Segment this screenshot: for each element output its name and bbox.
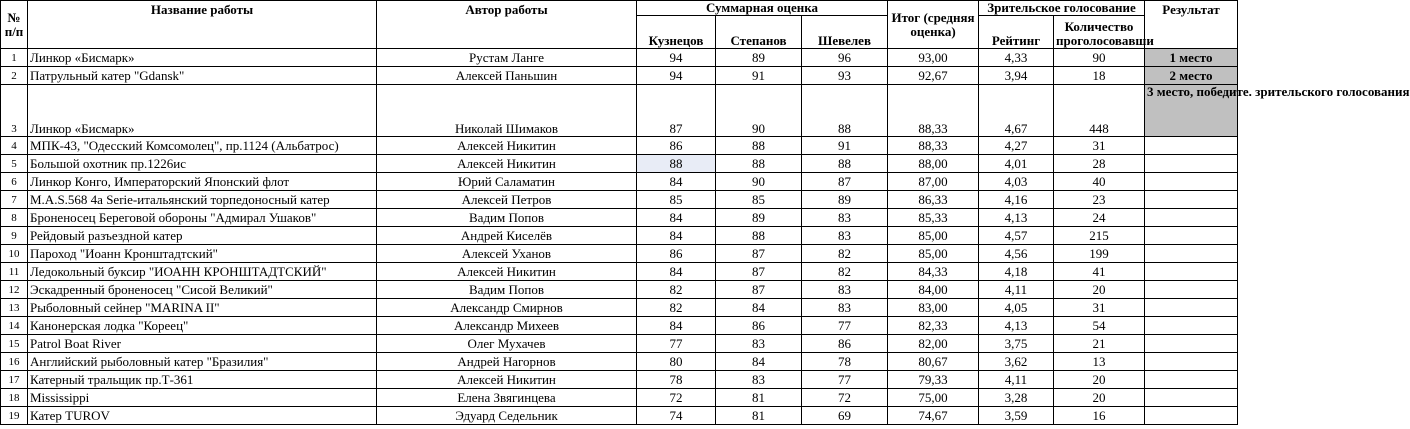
cell-num[interactable]: 12 [1,281,28,299]
cell-kuznetsov[interactable]: 78 [637,371,716,389]
cell-votes[interactable]: 40 [1054,173,1145,191]
cell-kuznetsov[interactable]: 74 [637,407,716,425]
cell-kuznetsov[interactable]: 84 [637,227,716,245]
cell-num[interactable]: 3 [1,85,28,137]
header-judge-kuznetsov[interactable]: Кузнецов [637,16,716,49]
cell-result[interactable] [1145,245,1238,263]
cell-author[interactable]: Алексей Никитин [377,371,637,389]
cell-title[interactable]: Линкор «Бисмарк» [28,85,377,137]
cell-votes[interactable]: 31 [1054,299,1145,317]
header-author[interactable]: Автор работы [377,1,637,49]
cell-kuznetsov[interactable]: 86 [637,245,716,263]
cell-shevelev[interactable]: 82 [802,245,888,263]
cell-rating[interactable]: 4,56 [979,245,1054,263]
cell-num[interactable]: 17 [1,371,28,389]
cell-rating[interactable]: 4,27 [979,137,1054,155]
table-row [1,281,1238,299]
cell-title[interactable]: Линкор Конго, Императорский Японский флот [28,173,377,191]
cell-shevelev[interactable]: 93 [802,67,888,85]
cell-result[interactable] [1145,389,1238,407]
cell-author[interactable]: Александр Михеев [377,317,637,335]
cell-votes[interactable]: 31 [1054,137,1145,155]
header-votes[interactable]: Количество проголосовавши [1054,16,1145,49]
cell-title[interactable]: Эскадренный броненосец "Сисой Великий" [28,281,377,299]
cell-votes[interactable]: 18 [1054,67,1145,85]
cell-itog[interactable]: 80,67 [888,353,979,371]
cell-result[interactable] [1145,299,1238,317]
cell-votes[interactable]: 23 [1054,191,1145,209]
cell-itog[interactable]: 83,00 [888,299,979,317]
cell-author[interactable]: Александр Смирнов [377,299,637,317]
cell-stepanov[interactable]: 81 [716,389,802,407]
cell-stepanov[interactable]: 89 [716,49,802,67]
header-rating[interactable]: Рейтинг [979,16,1054,49]
cell-rating[interactable]: 4,05 [979,299,1054,317]
header-viewer-group[interactable]: Зрительское голосование [979,1,1145,16]
cell-rating[interactable]: 3,75 [979,335,1054,353]
cell-shevelev[interactable]: 72 [802,389,888,407]
cell-rating[interactable]: 4,18 [979,263,1054,281]
cell-kuznetsov[interactable]: 94 [637,49,716,67]
cell-num[interactable]: 5 [1,155,28,173]
cell-shevelev[interactable]: 87 [802,173,888,191]
cell-kuznetsov[interactable]: 86 [637,137,716,155]
cell-votes[interactable]: 90 [1054,49,1145,67]
cell-itog[interactable]: 85,00 [888,227,979,245]
cell-title[interactable]: Patrol Boat River [28,335,377,353]
cell-title[interactable]: Рейдовый разъездной катер [28,227,377,245]
cell-num[interactable]: 15 [1,335,28,353]
cell-rating[interactable]: 4,67 [979,85,1054,137]
cell-rating[interactable]: 4,16 [979,191,1054,209]
cell-result[interactable] [1145,371,1238,389]
header-result[interactable]: Результат [1145,1,1238,49]
cell-title[interactable]: Mississippi [28,389,377,407]
cell-author[interactable]: Андрей Нагорнов [377,353,637,371]
cell-rating[interactable]: 4,13 [979,209,1054,227]
table-row [1,173,1238,191]
cell-num[interactable]: 1 [1,49,28,67]
cell-num[interactable]: 8 [1,209,28,227]
table-row [1,299,1238,317]
cell-kuznetsov[interactable]: 84 [637,263,716,281]
cell-shevelev[interactable]: 77 [802,371,888,389]
cell-result[interactable] [1145,209,1238,227]
cell-stepanov[interactable]: 81 [716,407,802,425]
cell-kuznetsov[interactable]: 94 [637,67,716,85]
cell-itog[interactable]: 85,00 [888,245,979,263]
cell-itog[interactable]: 75,00 [888,389,979,407]
cell-title[interactable]: МПК-43, "Одесский Комсомолец", пр.1124 (Альбатрос) [28,137,377,155]
cell-votes[interactable]: 13 [1054,353,1145,371]
cell-votes[interactable]: 41 [1054,263,1145,281]
cell-itog[interactable]: 84,00 [888,281,979,299]
cell-rating[interactable]: 4,11 [979,281,1054,299]
cell-result[interactable]: 2 место [1145,67,1238,85]
cell-result[interactable] [1145,227,1238,245]
cell-rating[interactable]: 3,62 [979,353,1054,371]
table-row [1,49,1238,67]
cell-itog[interactable]: 87,00 [888,173,979,191]
cell-author[interactable]: Алексей Паньшин [377,67,637,85]
cell-votes[interactable]: 16 [1054,407,1145,425]
cell-votes[interactable]: 448 [1054,85,1145,137]
table-row [1,263,1238,281]
cell-author[interactable]: Рустам Ланге [377,49,637,67]
cell-itog[interactable]: 88,33 [888,137,979,155]
cell-num[interactable]: 14 [1,317,28,335]
cell-stepanov[interactable]: 88 [716,227,802,245]
cell-title[interactable]: Пароход "Иоанн Кронштадтский" [28,245,377,263]
cell-title[interactable]: Патрульный катер "Gdansk" [28,67,377,85]
cell-kuznetsov-selected[interactable]: 88 [637,155,716,173]
table-row [1,389,1238,407]
cell-itog[interactable]: 92,67 [888,67,979,85]
cell-shevelev[interactable]: 83 [802,227,888,245]
table-row [1,407,1238,425]
cell-kuznetsov[interactable]: 80 [637,353,716,371]
cell-author[interactable]: Алексей Петров [377,191,637,209]
cell-kuznetsov[interactable]: 85 [637,191,716,209]
cell-stepanov[interactable]: 84 [716,299,802,317]
table-row [1,245,1238,263]
table-row [1,67,1238,85]
cell-title[interactable]: Большой охотник пр.1226ис [28,155,377,173]
header-title[interactable]: Название работы [28,1,377,49]
cell-shevelev[interactable]: 77 [802,317,888,335]
cell-stepanov[interactable]: 90 [716,85,802,137]
cell-result[interactable] [1145,281,1238,299]
cell-author[interactable]: Вадим Попов [377,281,637,299]
cell-votes[interactable]: 215 [1054,227,1145,245]
cell-rating[interactable]: 4,11 [979,371,1054,389]
cell-votes[interactable]: 54 [1054,317,1145,335]
cell-stepanov[interactable]: 84 [716,353,802,371]
cell-itog[interactable]: 93,00 [888,49,979,67]
cell-kuznetsov[interactable]: 72 [637,389,716,407]
cell-itog[interactable]: 82,33 [888,317,979,335]
cell-rating[interactable]: 3,59 [979,407,1054,425]
cell-shevelev[interactable]: 86 [802,335,888,353]
table-row [1,191,1238,209]
table-row [1,137,1238,155]
table-row [1,209,1238,227]
cell-result[interactable] [1145,353,1238,371]
cell-kuznetsov[interactable]: 82 [637,299,716,317]
cell-kuznetsov[interactable]: 84 [637,317,716,335]
header-itog[interactable]: Итог (средняя оценка) [888,1,979,49]
cell-author[interactable]: Олег Мухачев [377,335,637,353]
cell-kuznetsov[interactable]: 84 [637,209,716,227]
cell-itog[interactable]: 88,00 [888,155,979,173]
cell-stepanov[interactable]: 86 [716,317,802,335]
cell-stepanov[interactable]: 89 [716,209,802,227]
cell-title[interactable]: Ледокольный буксир "ИОАНН КРОНШТАДТСКИЙ" [28,263,377,281]
cell-num[interactable]: 16 [1,353,28,371]
cell-author[interactable]: Алексей Уханов [377,245,637,263]
cell-votes[interactable]: 24 [1054,209,1145,227]
cell-votes[interactable]: 20 [1054,371,1145,389]
cell-author[interactable]: Алексей Никитин [377,137,637,155]
cell-title[interactable]: Рыболовный сейнер "MARINA II" [28,299,377,317]
cell-num[interactable]: 19 [1,407,28,425]
cell-shevelev[interactable]: 69 [802,407,888,425]
cell-result[interactable] [1145,317,1238,335]
cell-result[interactable]: 1 место [1145,49,1238,67]
cell-itog[interactable]: 74,67 [888,407,979,425]
cell-stepanov[interactable]: 88 [716,137,802,155]
table-row [1,371,1238,389]
cell-shevelev[interactable]: 83 [802,281,888,299]
cell-author[interactable]: Алексей Никитин [377,263,637,281]
cell-author[interactable]: Елена Звягинцева [377,389,637,407]
table-row [1,227,1238,245]
cell-stepanov[interactable]: 83 [716,335,802,353]
cell-rating[interactable]: 3,94 [979,67,1054,85]
cell-num[interactable]: 9 [1,227,28,245]
table-row [1,335,1238,353]
cell-result[interactable] [1145,191,1238,209]
cell-votes[interactable]: 20 [1054,281,1145,299]
cell-itog[interactable]: 84,33 [888,263,979,281]
cell-title[interactable]: Канонерская лодка "Кореец" [28,317,377,335]
cell-num[interactable]: 10 [1,245,28,263]
cell-rating[interactable]: 4,03 [979,173,1054,191]
cell-author[interactable]: Юрий Саламатин [377,173,637,191]
table-row [1,155,1238,173]
cell-title[interactable]: Катерный тральщик пр.Т-361 [28,371,377,389]
cell-title[interactable]: M.A.S.568 4a Serie-итальянский торпедоносный катер [28,191,377,209]
cell-itog[interactable]: 85,33 [888,209,979,227]
header-num[interactable]: № п/п [1,1,28,49]
cell-votes[interactable]: 21 [1054,335,1145,353]
cell-result[interactable] [1145,137,1238,155]
cell-num[interactable]: 7 [1,191,28,209]
table-row [1,317,1238,335]
cell-shevelev[interactable]: 89 [802,191,888,209]
table-row [1,353,1238,371]
cell-stepanov[interactable]: 87 [716,281,802,299]
cell-result[interactable]: 3 место, победите. зрительского голосования [1145,85,1238,137]
cell-title[interactable]: Английский рыболовный катер "Бразилия" [28,353,377,371]
table-row [1,85,1238,137]
cell-stepanov[interactable]: 87 [716,245,802,263]
cell-shevelev[interactable]: 88 [802,155,888,173]
cell-title[interactable]: Линкор «Бисмарк» [28,49,377,67]
cell-rating[interactable]: 4,57 [979,227,1054,245]
cell-itog[interactable]: 79,33 [888,371,979,389]
cell-stepanov[interactable]: 83 [716,371,802,389]
header-judge-stepanov[interactable]: Степанов [716,16,802,49]
cell-num[interactable]: 4 [1,137,28,155]
cell-kuznetsov[interactable]: 77 [637,335,716,353]
cell-author[interactable]: Алексей Никитин [377,155,637,173]
cell-shevelev[interactable]: 91 [802,137,888,155]
cell-author[interactable]: Вадим Попов [377,209,637,227]
cell-stepanov[interactable]: 88 [716,155,802,173]
cell-stepanov[interactable]: 87 [716,263,802,281]
cell-stepanov[interactable]: 90 [716,173,802,191]
header-judge-shevelev[interactable]: Шевелев [802,16,888,49]
cell-result[interactable] [1145,407,1238,425]
cell-kuznetsov[interactable]: 82 [637,281,716,299]
cell-shevelev[interactable]: 83 [802,299,888,317]
cell-author[interactable]: Эдуард Седельник [377,407,637,425]
cell-result[interactable] [1145,263,1238,281]
cell-num[interactable]: 18 [1,389,28,407]
cell-itog[interactable]: 86,33 [888,191,979,209]
cell-shevelev[interactable]: 96 [802,49,888,67]
cell-num[interactable]: 11 [1,263,28,281]
cell-result[interactable] [1145,155,1238,173]
cell-itog[interactable]: 88,33 [888,85,979,137]
cell-itog[interactable]: 82,00 [888,335,979,353]
cell-shevelev[interactable]: 88 [802,85,888,137]
cell-kuznetsov[interactable]: 87 [637,85,716,137]
cell-shevelev[interactable]: 78 [802,353,888,371]
cell-title[interactable]: Катер TUROV [28,407,377,425]
cell-rating[interactable]: 3,28 [979,389,1054,407]
cell-author[interactable]: Николай Шимаков [377,85,637,137]
cell-rating[interactable]: 4,01 [979,155,1054,173]
cell-stepanov[interactable]: 85 [716,191,802,209]
cell-kuznetsov[interactable]: 84 [637,173,716,191]
cell-shevelev[interactable]: 82 [802,263,888,281]
cell-stepanov[interactable]: 91 [716,67,802,85]
cell-result[interactable] [1145,173,1238,191]
cell-votes[interactable]: 28 [1054,155,1145,173]
cell-num[interactable]: 2 [1,67,28,85]
header-total-group[interactable]: Суммарная оценка [637,1,888,16]
cell-votes[interactable]: 20 [1054,389,1145,407]
cell-rating[interactable]: 4,13 [979,317,1054,335]
cell-num[interactable]: 6 [1,173,28,191]
cell-votes[interactable]: 199 [1054,245,1145,263]
cell-rating[interactable]: 4,33 [979,49,1054,67]
cell-num[interactable]: 13 [1,299,28,317]
cell-author[interactable]: Андрей Киселёв [377,227,637,245]
cell-title[interactable]: Броненосец Береговой обороны "Адмирал Ушаков" [28,209,377,227]
cell-result[interactable] [1145,335,1238,353]
cell-shevelev[interactable]: 83 [802,209,888,227]
